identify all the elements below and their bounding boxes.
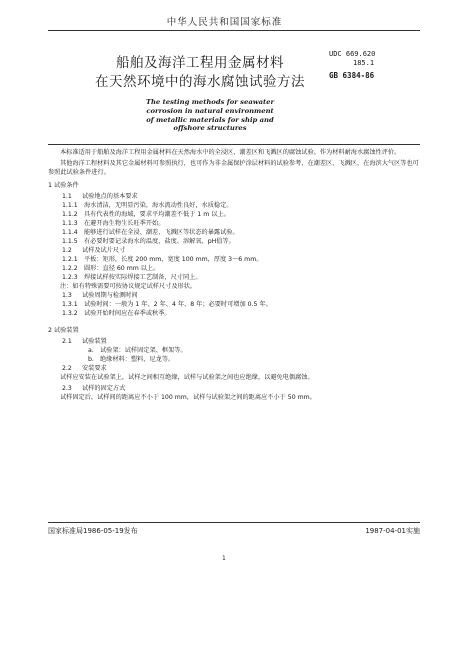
title-chinese [80,54,320,92]
clause: 1.3.1 试验时间：一般为 1 年、2 年、4 年、8 年；必要时可增加 0.5 年。 [62,301,272,308]
effective-date: 1987-04-01实施 [365,527,420,535]
list-item: a. 试验架：试样固定架、框架等。 [88,347,187,354]
intro-paragraph: 其他海洋工程材料及其它金属材料可参照执行，也可作为非金属保护涂层材料的试验参考，在潮差区、飞溅区，在海滨大气区等也可参照此试验条件进行。 [48,160,419,176]
subsection: 2.3 试样的固定方式 [62,385,126,392]
footer-rule [48,522,420,523]
title-english [110,98,310,133]
section-heading: 1 试验条件 [48,182,79,189]
subsection: 2.1 试验装置 [62,338,107,345]
issue-date: 国家标准局1986-05-19发布 [48,527,138,535]
list-item: b. 绝缘材料：塑料、尼龙等。 [88,356,175,363]
title-cn-line2: 在天然环境中的海水腐蚀试验方法 [95,74,305,90]
title-cn-line1: 船舶及海洋工程用金属材料 [116,55,284,71]
subsection: 1.2 试样及试片尺寸 [62,247,126,254]
clause: 1.2.2 圆形：直径 60 mm 以上。 [62,265,160,272]
clause: 1.1.2 具有代表性的海域，要求平均潮差不低于 1 m 以上。 [62,211,230,218]
classification-codes [329,50,415,80]
clause: 1.2.3 焊接试样按实际焊接工艺制备，尺寸同上。 [62,274,202,281]
title-en-line: offshore structures [173,124,247,133]
clause: 1.1.3 在避开海生物生长旺季开始。 [62,220,165,227]
page-number: 1 [222,555,226,562]
title-en-line: corrosion in natural environment [146,106,274,115]
section-heading: 2 试验装置 [48,327,79,334]
subsection: 1.3 试验周期与检测时间 [62,292,138,299]
clause: 1.1.4 能够进行试样在全浸、潮差、飞溅区等状态的暴露试验。 [62,229,239,236]
clause: 1.1.1 海水清洁，无明显污染，海水流动性良好，水质稳定。 [62,202,233,209]
footer [48,526,420,536]
clause: 1.3.2 试验开始时间应在春季或秋季。 [62,310,171,317]
title-rule [48,144,420,145]
clause: 1.1.5 有必要时要记录海水的温度、盐度、溶解氧、pH值等。 [62,238,235,245]
udc-code: UDC 669.620 [329,50,376,58]
paragraph: 试样固定后，试样间的距离应不小于 100 mm，试样与试验架之间的距离应不小于 50 mm。 [60,394,316,401]
subsection: 2.2 安装要求 [62,365,107,372]
clause: 1.2.1 平板：矩形，长度 200 mm，宽度 100 mm，厚度 3～6 mm。 [62,256,263,263]
title-en-line: of metallic materials for ship and [146,115,274,124]
note: 注：如有特殊需要可按协议规定试样尺寸及形状。 [60,283,197,290]
gb-code: GB 6384-86 [329,71,375,80]
body-text [48,148,420,404]
header-rule [48,30,420,31]
intro-paragraph: 本标准适用于船舶及海洋工程用金属材料在天然海水中的全浸区、潮差区和飞溅区的腐蚀试验。作为材料耐海水腐蚀性评价。 [60,149,401,156]
udc-code-2: 185.1 [353,59,375,67]
title-en-line: The testing methods for seawater [145,98,275,106]
paragraph: 试样应安装在试验架上，试样之间相互绝缘，试样与试验架之间也应绝缘，以避免电偶腐蚀。 [60,374,314,381]
subsection: 1.1 试验地点的基本要求 [62,193,138,200]
standard-header: 中华人民共和国国家标准 [166,17,283,28]
